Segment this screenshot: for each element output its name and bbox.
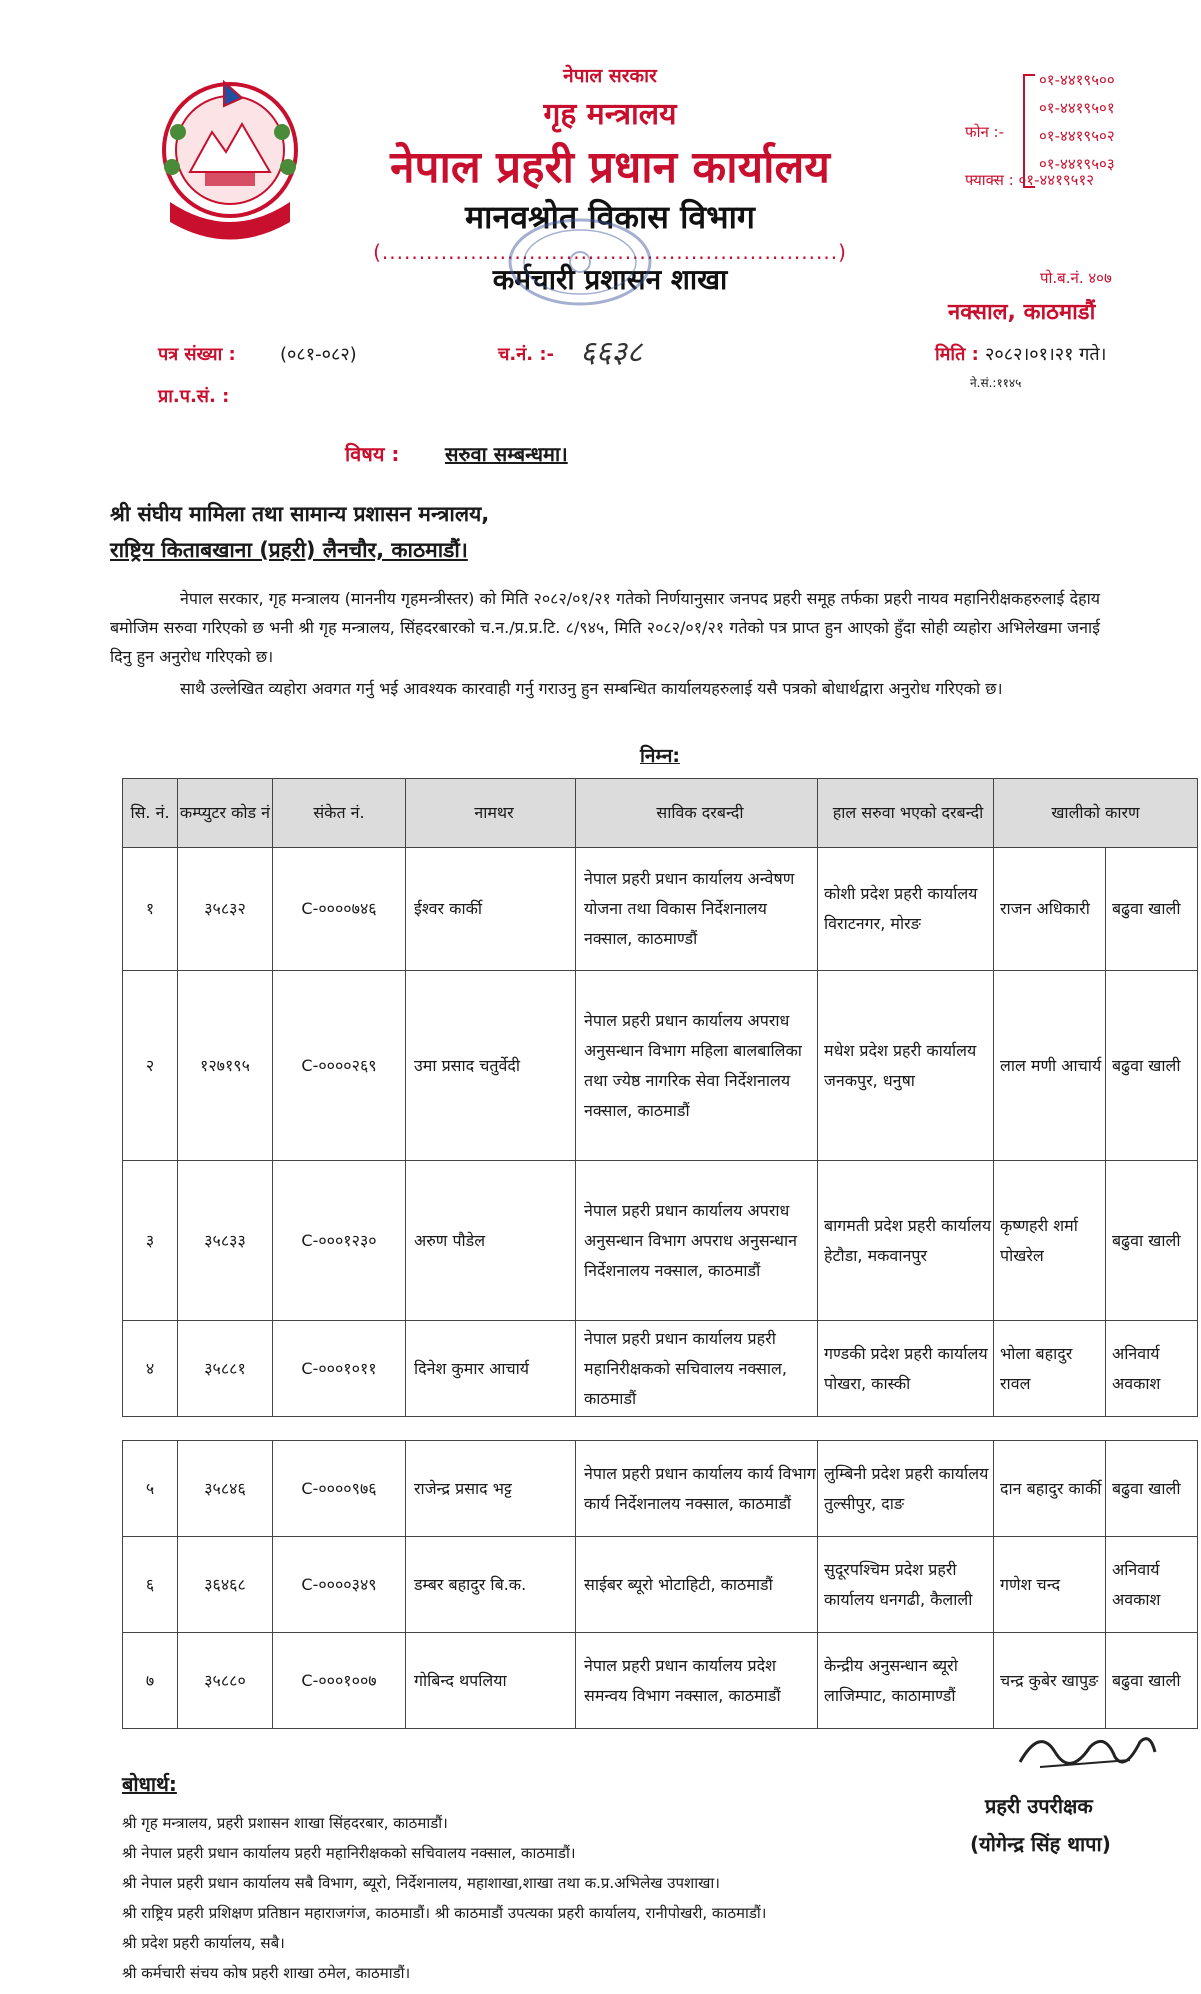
header-name: नामथर bbox=[406, 779, 576, 848]
date-label: मिति : bbox=[935, 344, 979, 365]
phone-numbers bbox=[1039, 66, 1179, 178]
transfer-table-part-1 bbox=[122, 778, 1198, 1417]
cell-reason: बढुवा खाली bbox=[1106, 848, 1198, 971]
phone-number: ०१-४४१९५०२ bbox=[1039, 127, 1115, 145]
cell-name: गोबिन्द थपलिया bbox=[406, 1633, 576, 1729]
cell-new-post: केन्द्रीय अनुसन्धान ब्यूरो लाजिम्पाट, काठामाण्डौं bbox=[818, 1633, 994, 1729]
branch-name: कर्मचारी प्रशासन शाखा bbox=[492, 263, 728, 296]
fax-number: फ्याक्स : ०१-४४१९५१२ bbox=[965, 171, 1095, 189]
cell-new-post: लुम्बिनी प्रदेश प्रहरी कार्यालय तुल्सीपुर, दाङ bbox=[818, 1441, 994, 1537]
dispatch-number-value: ६६३८ bbox=[580, 335, 643, 370]
signatory-title: प्रहरी उपरीक्षक bbox=[985, 1794, 1093, 1818]
table-header-row bbox=[123, 779, 1198, 848]
cell-reason: बढुवा खाली bbox=[1106, 971, 1198, 1161]
cell-new-post: मधेश प्रदेश प्रहरी कार्यालय जनकपुर, धनुषा bbox=[818, 971, 994, 1161]
header-symbol-number: संकेत नं. bbox=[273, 779, 406, 848]
letter-number-value: (०८१-०८२) bbox=[280, 344, 357, 365]
dispatch-number-label: च.नं. :- bbox=[498, 344, 555, 365]
transfer-table-part-2 bbox=[122, 1440, 1198, 1729]
table-intro-label: निम्न: bbox=[640, 745, 681, 767]
header-new-post: हाल सरुवा भएको दरबन्दी bbox=[818, 779, 994, 848]
cell-serial: ३ bbox=[123, 1161, 178, 1321]
cell-new-post: सुदूरपश्चिम प्रदेश प्रहरी कार्यालय धनगढी, कैलाली bbox=[818, 1537, 994, 1633]
cell-replaced-officer: दान बहादुर कार्की bbox=[994, 1441, 1106, 1537]
cell-previous-post: नेपाल प्रहरी प्रधान कार्यालय अपराध अनुसन्धान विभाग अपराध अनुसन्धान निर्देशनालय नक्साल, काठमाडौं bbox=[576, 1161, 818, 1321]
cell-code: ३५८८० bbox=[178, 1633, 273, 1729]
cell-serial: ६ bbox=[123, 1537, 178, 1633]
cell-name: दिनेश कुमार आचार्य bbox=[406, 1321, 576, 1417]
table-row bbox=[123, 971, 1198, 1161]
cell-replaced-officer: राजन अधिकारी bbox=[994, 848, 1106, 971]
cell-serial: ४ bbox=[123, 1321, 178, 1417]
table-row bbox=[123, 1161, 1198, 1321]
po-box: पो.ब.नं. ४०७ bbox=[1040, 269, 1112, 287]
cell-name: ईश्वर कार्की bbox=[406, 848, 576, 971]
cell-serial: ५ bbox=[123, 1441, 178, 1537]
cell-serial: ७ bbox=[123, 1633, 178, 1729]
cell-symbol: C-००००२६९ bbox=[273, 971, 406, 1161]
office-seal-stamp bbox=[505, 215, 655, 310]
body-paragraph-1: नेपाल सरकार, गृह मन्त्रालय (माननीय गृहमन्त्रीस्तर) को मिति २०८२/०१/२१ गतेको निर्णयानुसार जनपद प्रहरी समूह तर्फका प्रहरी नायव महानिरीक्षकहरुलाई देहाय बमोजिम सरुवा गरिएको छ भनी श्री गृह मन्त्रालय, सिंहदरबारको च.न./प्र.प्र.टि. ८/९४५, मिति २०८२/०१/२१ गतेको पत्र प्राप्त हुन आएको हुँदा सोही व्यहोरा अभिलेखमा जनाई दिनु हुन अनुरोध गरिएको छ। bbox=[110, 589, 1100, 666]
cell-code: ३५८३२ bbox=[178, 848, 273, 971]
cc-item: श्री नेपाल प्रहरी प्रधान कार्यालय प्रहरी महानिरीक्षकको सचिवालय नक्साल, काठमाडौं। bbox=[122, 1844, 576, 1862]
cell-name: राजेन्द्र प्रसाद भट्ट bbox=[406, 1441, 576, 1537]
incoming-ref-label: प्रा.प.सं. : bbox=[158, 386, 230, 407]
cell-symbol: C-०००१२३० bbox=[273, 1161, 406, 1321]
signatory-name: (योगेन्द्र सिंह थापा) bbox=[970, 1832, 1111, 1856]
cell-new-post: कोशी प्रदेश प्रहरी कार्यालय विराटनगर, मोरङ bbox=[818, 848, 994, 971]
cell-code: ३५८४६ bbox=[178, 1441, 273, 1537]
cell-symbol: C-०००१००७ bbox=[273, 1633, 406, 1729]
cell-previous-post: नेपाल प्रहरी प्रधान कार्यालय अन्वेषण योजना तथा विकास निर्देशनालय नक्साल, काठमाण्डौं bbox=[576, 848, 818, 971]
cell-previous-post: नेपाल प्रहरी प्रधान कार्यालय कार्य विभाग कार्य निर्देशनालय नक्साल, काठमाडौं bbox=[576, 1441, 818, 1537]
cell-replaced-officer: लाल मणी आचार्य bbox=[994, 971, 1106, 1161]
nepal-emblem-icon bbox=[150, 72, 310, 252]
body-paragraph-2: साथै उल्लेखित व्यहोरा अवगत गर्नु भई आवश्यक कारवाही गर्नु गराउनु हुन सम्बन्धित कार्यालयहरुलाई यसै पत्रको बोधार्थद्वारा अनुरोध गरिएको छ। bbox=[180, 679, 1003, 698]
office-address: नक्साल, काठमाडौं bbox=[948, 300, 1096, 325]
nepal-sambat-date: ने.सं.:११४५ bbox=[970, 376, 1022, 390]
cc-list bbox=[122, 1808, 1022, 1988]
ministry-name: गृह मन्त्रालय bbox=[543, 97, 677, 132]
phone-label: फोन :- bbox=[965, 123, 1005, 141]
header-serial: सि. नं. bbox=[123, 779, 178, 848]
cell-new-post: बागमती प्रदेश प्रहरी कार्यालय हेटौडा, मकवानपुर bbox=[818, 1161, 994, 1321]
cell-code: १२७१९५ bbox=[178, 971, 273, 1161]
phone-number: ०१-४४१९५०१ bbox=[1039, 99, 1115, 117]
cell-name: डम्बर बहादुर बि.क. bbox=[406, 1537, 576, 1633]
cell-previous-post: साईबर ब्यूरो भोटाहिटी, काठमाडौं bbox=[576, 1537, 818, 1633]
phone-number: ०१-४४१९५०३ bbox=[1039, 155, 1115, 173]
cell-code: ३५८३३ bbox=[178, 1161, 273, 1321]
cell-replaced-officer: कृष्णहरी शर्मा पोखरेल bbox=[994, 1161, 1106, 1321]
cc-item: श्री नेपाल प्रहरी प्रधान कार्यालय सबै विभाग, ब्यूरो, निर्देशनालय, महाशाखा,शाखा तथा क.प्र.अभिलेख उपशाखा। bbox=[122, 1874, 720, 1892]
department-name: मानवश्रोत विकास विभाग bbox=[465, 198, 755, 236]
cell-name: अरुण पौडेल bbox=[406, 1161, 576, 1321]
cc-title: बोधार्थ: bbox=[122, 1772, 177, 1796]
cell-reason: बढुवा खाली bbox=[1106, 1441, 1198, 1537]
cell-new-post: गण्डकी प्रदेश प्रहरी कार्यालय पोखरा, कास्की bbox=[818, 1321, 994, 1417]
table-row bbox=[123, 848, 1198, 971]
cell-reason: अनिवार्य अवकाश bbox=[1106, 1537, 1198, 1633]
cell-code: ३६४६८ bbox=[178, 1537, 273, 1633]
date-value: २०८२।०१।२१ गते। bbox=[985, 344, 1107, 365]
cell-previous-post: नेपाल प्रहरी प्रधान कार्यालय प्रदेश समन्वय विभाग नक्साल, काठमाडौं bbox=[576, 1633, 818, 1729]
cell-previous-post: नेपाल प्रहरी प्रधान कार्यालय प्रहरी महानिरीक्षकको सचिवालय नक्साल, काठमाडौं bbox=[576, 1321, 818, 1417]
cell-code: ३५८८१ bbox=[178, 1321, 273, 1417]
division-placeholder: (..............................................................) bbox=[373, 240, 847, 264]
cell-reason: अनिवार्य अवकाश bbox=[1106, 1321, 1198, 1417]
cell-serial: १ bbox=[123, 848, 178, 971]
cell-symbol: C-००००७४६ bbox=[273, 848, 406, 971]
cell-replaced-officer: गणेश चन्द bbox=[994, 1537, 1106, 1633]
cell-reason: बढुवा खाली bbox=[1106, 1633, 1198, 1729]
govt-name: नेपाल सरकार bbox=[563, 65, 657, 87]
cell-replaced-officer: चन्द्र कुबेर खापुङ bbox=[994, 1633, 1106, 1729]
table-row bbox=[123, 1321, 1198, 1417]
cc-item: श्री राष्ट्रिय प्रहरी प्रशिक्षण प्रतिष्ठान महाराजगंज, काठमाडौं। श्री काठमाडौं उपत्यका प्रहरी कार्यालय, रानीपोखरी, काठमाडौं। bbox=[122, 1904, 767, 1922]
header-previous-post: साविक दरबन्दी bbox=[576, 779, 818, 848]
header-vacancy-reason: खालीको कारण bbox=[994, 779, 1198, 848]
header-computer-code: कम्प्युटर कोड नं bbox=[178, 779, 273, 848]
cell-symbol: C-००००३४९ bbox=[273, 1537, 406, 1633]
cell-symbol: C-०००१०११ bbox=[273, 1321, 406, 1417]
cell-name: उमा प्रसाद चतुर्वेदी bbox=[406, 971, 576, 1161]
cell-replaced-officer: भोला बहादुर रावल bbox=[994, 1321, 1106, 1417]
cc-item: श्री कर्मचारी संचय कोष प्रहरी शाखा ठमेल, काठमाडौं। bbox=[122, 1964, 411, 1982]
phone-number: ०१-४४१९५०० bbox=[1039, 71, 1115, 89]
cc-item: श्री प्रदेश प्रहरी कार्यालय, सबै। bbox=[122, 1934, 285, 1952]
cell-symbol: C-००००९७६ bbox=[273, 1441, 406, 1537]
table-row bbox=[123, 1441, 1198, 1537]
subject-label: विषय : bbox=[345, 442, 400, 466]
cc-item: श्री गृह मन्त्रालय, प्रहरी प्रशासन शाखा सिंहदरबार, काठमाडौं। bbox=[122, 1814, 448, 1832]
cell-reason: बढुवा खाली bbox=[1106, 1161, 1198, 1321]
recipient-line-1: श्री संघीय मामिला तथा सामान्य प्रशासन मन्त्रालय, bbox=[110, 502, 490, 526]
cell-serial: २ bbox=[123, 971, 178, 1161]
table-row bbox=[123, 1537, 1198, 1633]
cell-previous-post: नेपाल प्रहरी प्रधान कार्यालय अपराध अनुसन्धान विभाग महिला बालबालिका तथा ज्येष्ठ नागरिक सेवा निर्देशनालय नक्साल, काठमाडौं bbox=[576, 971, 818, 1161]
handwritten-signature bbox=[1010, 1722, 1160, 1782]
recipient-line-2: राष्ट्रिय किताबखाना (प्रहरी) लैनचौर, काठमाडौं। bbox=[110, 538, 468, 562]
table-row bbox=[123, 1633, 1198, 1729]
office-name: नेपाल प्रहरी प्रधान कार्यालय bbox=[390, 142, 830, 193]
letter-number-label: पत्र संख्या : bbox=[158, 344, 236, 365]
subject-value: सरुवा सम्बन्धमा। bbox=[445, 442, 568, 466]
